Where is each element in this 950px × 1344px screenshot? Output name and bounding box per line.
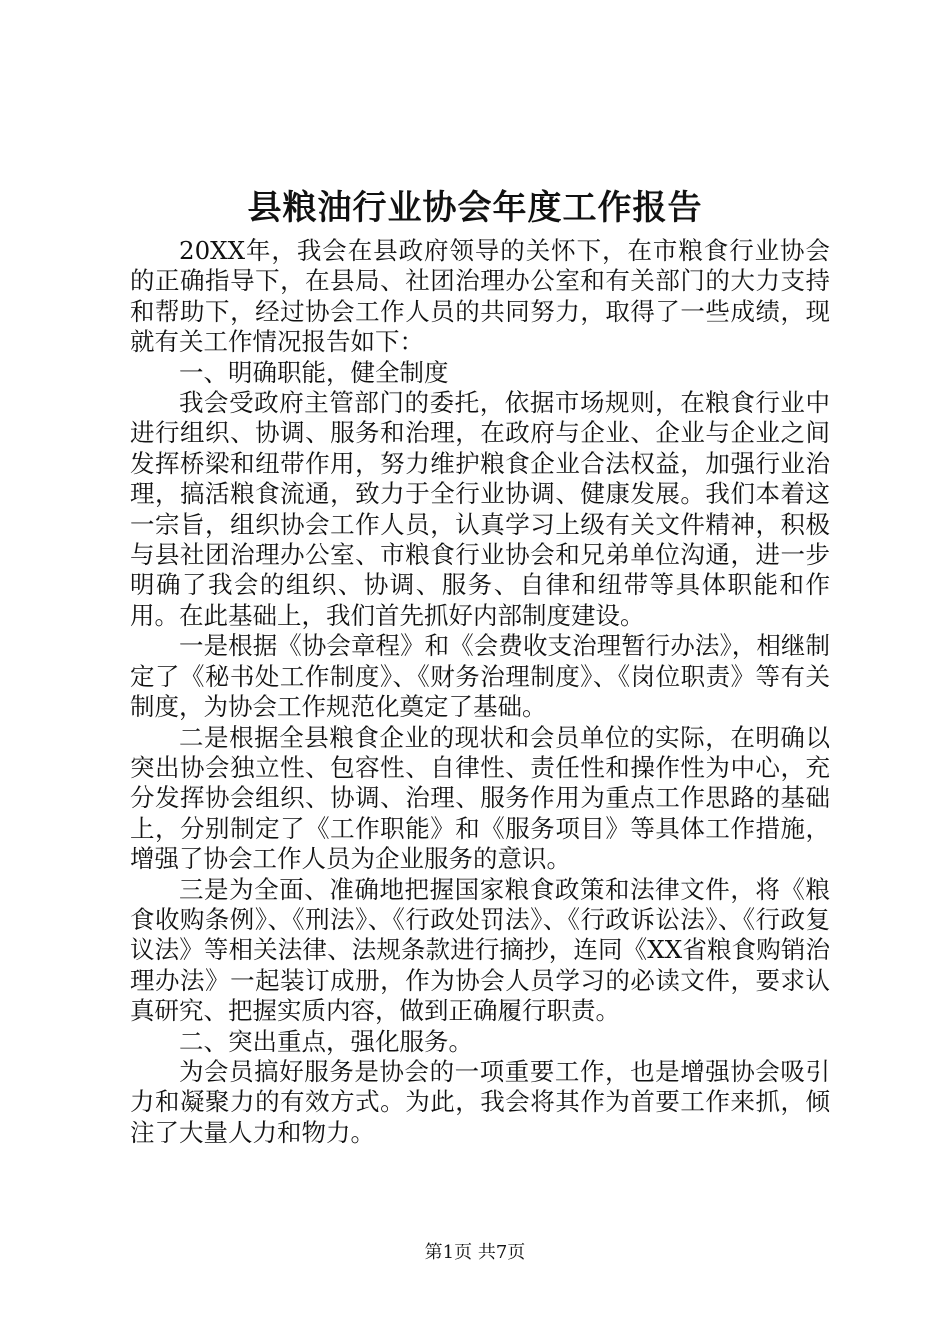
paragraph-mission: 我会受政府主管部门的委托，依据市场规则，在粮食行业中进行组织、协调、服务和治理，在政府与企业、企业与企业之间发挥桥梁和纽带作用，努力维护粮食企业合法权益，加强行业治理，搞活粮食流通，致力于全行业协调、健康发展。我们本着这一宗旨，组织协会工作人员，认真学习上级有关文件精神，积极与县社团治理办公室、市粮食行业协会和兄弟单位沟通，进一步明确了我会的组织、协调、服务、自律和纽带等具体职能和作用。在此基础上，我们首先抓好内部制度建设。 [130,388,830,630]
paragraph-service: 为会员搞好服务是协会的一项重要工作，也是增强协会吸引力和凝聚力的有效方式。为此，我会将其作为首要工作来抓，倾注了大量人力和物力。 [130,1056,830,1147]
paragraph-item-1: 一是根据《协会章程》和《会费收支治理暂行办法》，相继制定了《秘书处工作制度》、《财务治理制度》、《岗位职责》等有关制度，为协会工作规范化奠定了基础。 [130,631,830,722]
paragraph-item-2: 二是根据全县粮食企业的现状和会员单位的实际，在明确以突出协会独立性、包容性、自律性、责任性和操作性为中心，充分发挥协会组织、协调、治理、服务作用为重点工作思路的基础上，分别制定了《工作职能》和《服务项目》等具体工作措施，增强了协会工作人员为企业服务的意识。 [130,722,830,874]
page-number-footer: 第1页 共7页 [424,1242,526,1263]
document-title: 县粮油行业协会年度工作报告 [247,188,703,228]
section-heading-2: 二、突出重点，强化服务。 [179,1026,473,1056]
paragraph-intro: 20XX年，我会在县政府领导的关怀下，在市粮食行业协会的正确指导下，在县局、社团治理办公室和有关部门的大力支持和帮助下，经过协会工作人员的共同努力，取得了一些成绩，现就有关工作情况报告如下： [130,236,830,357]
section-heading-1: 一、明确职能，健全制度 [179,357,449,387]
document-body [130,236,830,1148]
paragraph-item-3: 三是为全面、准确地把握国家粮食政策和法律文件，将《粮食收购条例》、《刑法》、《行政处罚法》、《行政诉讼法》、《行政复议法》等相关法律、法规条款进行摘抄，连同《XX省粮食购销治理办法》一起装订成册，作为协会人员学习的必读文件，要求认真研究、把握实质内容，做到正确履行职责。 [130,874,830,1026]
